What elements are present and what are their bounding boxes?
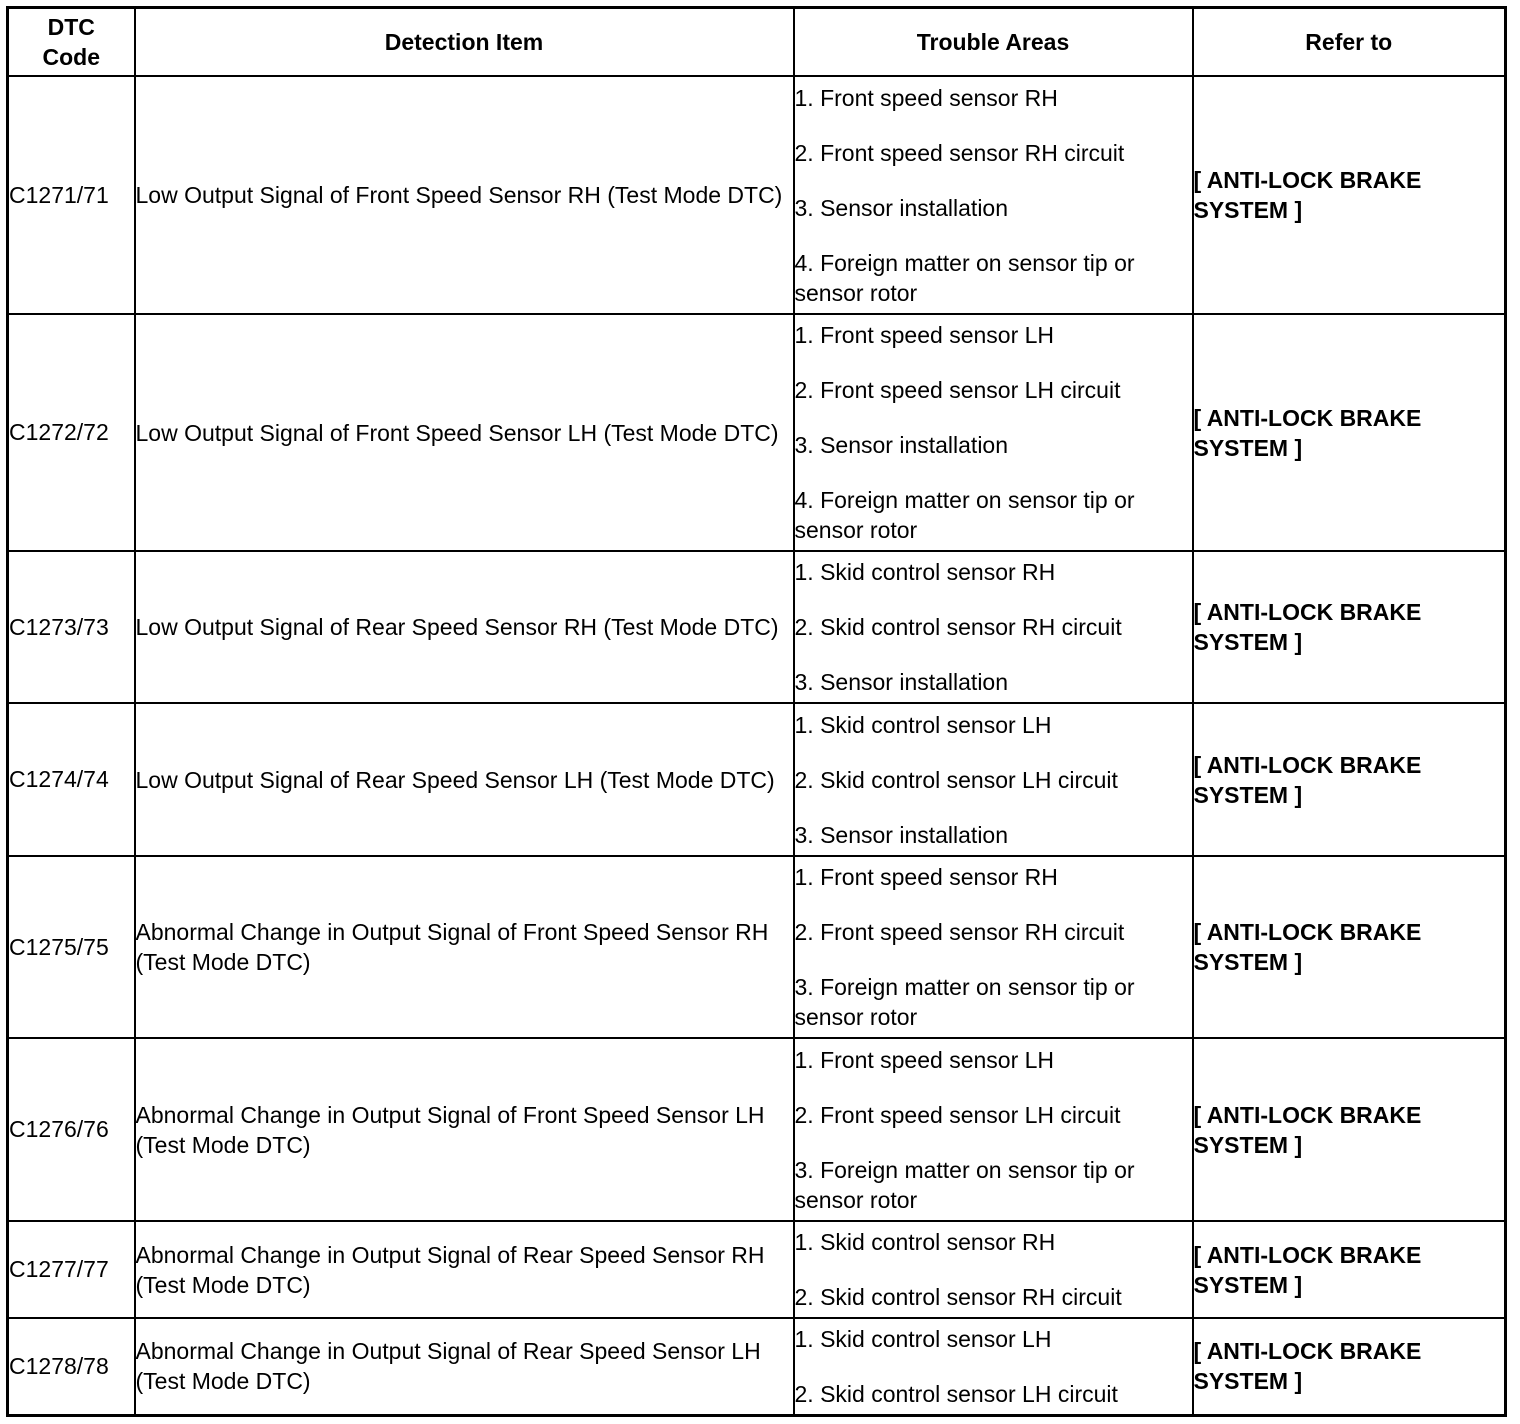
table-row [8,703,1506,856]
trouble-areas-cell [794,76,1193,314]
header-trouble-areas: Trouble Areas [794,8,1193,77]
refer-to-link[interactable]: [ ANTI-LOCK BRAKE SYSTEM ] [1193,1101,1422,1158]
table-row [8,1318,1506,1415]
trouble-area-item: 2. Front speed sensor RH circuit [794,919,1125,945]
trouble-area-item: 2. Skid control sensor LH circuit [794,1380,1118,1407]
refer-to-cell [1193,1221,1506,1318]
dtc-code-cell: C1275/75 [8,856,135,1038]
dtc-code-cell: C1274/74 [8,703,135,856]
detection-item-cell: Low Output Signal of Front Speed Sensor LH (Test Mode DTC) [135,314,794,551]
trouble-area-item: 3. Sensor installation [794,821,1009,848]
detection-item-cell: Abnormal Change in Output Signal of Front Speed Sensor LH (Test Mode DTC) [135,1038,794,1221]
trouble-areas-cell [794,856,1193,1038]
trouble-area-item: 2. Skid control sensor RH circuit [794,614,1122,640]
dtc-code-cell: C1272/72 [8,314,135,551]
refer-to-link[interactable]: [ ANTI-LOCK BRAKE SYSTEM ] [1193,599,1422,655]
trouble-area-item: 3. Sensor installation [794,669,1009,695]
refer-to-cell [1193,1318,1506,1415]
table-row [8,856,1506,1038]
refer-to-cell [1193,703,1506,856]
detection-item-cell: Abnormal Change in Output Signal of Front Speed Sensor RH (Test Mode DTC) [135,856,794,1038]
trouble-area-item: 4. Foreign matter on sensor tip or sensor rotor [794,249,1135,306]
trouble-area-item: 1. Skid control sensor LH [794,1325,1052,1352]
trouble-area-item: 2. Front speed sensor LH circuit [794,377,1121,403]
header-refer-to: Refer to [1193,8,1506,77]
trouble-areas-cell [794,314,1193,551]
trouble-area-item: 1. Skid control sensor RH [794,1229,1056,1255]
detection-item-cell: Abnormal Change in Output Signal of Rear Speed Sensor RH (Test Mode DTC) [135,1221,794,1318]
refer-to-cell [1193,856,1506,1038]
refer-to-link[interactable]: [ ANTI-LOCK BRAKE SYSTEM ] [1193,751,1422,808]
trouble-area-item: 3. Sensor installation [794,432,1009,458]
trouble-areas-cell [794,1318,1193,1415]
table-body [8,76,1506,1415]
refer-to-link[interactable]: [ ANTI-LOCK BRAKE SYSTEM ] [1193,1338,1422,1395]
refer-to-cell [1193,1038,1506,1221]
refer-to-link[interactable]: [ ANTI-LOCK BRAKE SYSTEM ] [1193,919,1422,975]
trouble-area-item: 2. Skid control sensor LH circuit [794,766,1118,793]
trouble-area-item: 3. Foreign matter on sensor tip or sensor rotor [794,1156,1135,1213]
trouble-area-item: 1. Front speed sensor LH [794,322,1055,348]
refer-to-link[interactable]: [ ANTI-LOCK BRAKE SYSTEM ] [1193,1241,1422,1298]
refer-to-link[interactable]: [ ANTI-LOCK BRAKE SYSTEM ] [1193,167,1422,223]
trouble-areas-cell [794,551,1193,703]
trouble-area-item: 2. Skid control sensor RH circuit [794,1284,1122,1310]
table-header [8,8,1506,77]
dtc-table [6,6,1507,1417]
refer-to-cell [1193,314,1506,551]
trouble-area-item: 2. Front speed sensor RH circuit [794,139,1125,166]
header-dtc-code-label: DTC Code [42,14,100,70]
header-detection-item: Detection Item [135,8,794,77]
header-row [8,8,1506,77]
detection-item-cell: Low Output Signal of Front Speed Sensor RH (Test Mode DTC) [135,76,794,314]
trouble-areas-cell [794,1038,1193,1221]
dtc-code-cell: C1277/77 [8,1221,135,1318]
table-row [8,551,1506,703]
refer-to-cell [1193,76,1506,314]
trouble-area-item: 1. Skid control sensor LH [794,711,1052,738]
trouble-area-item: 1. Front speed sensor RH [794,864,1058,890]
table-row [8,1221,1506,1318]
table-row [8,1038,1506,1221]
header-dtc-code [8,8,135,77]
dtc-code-cell: C1273/73 [8,551,135,703]
trouble-area-item: 1. Front speed sensor RH [794,84,1058,111]
trouble-area-item: 1. Skid control sensor RH [794,559,1056,585]
trouble-area-item: 3. Sensor installation [794,194,1009,221]
detection-item-cell: Low Output Signal of Rear Speed Sensor LH (Test Mode DTC) [135,703,794,856]
dtc-code-cell: C1278/78 [8,1318,135,1415]
trouble-areas-cell [794,703,1193,856]
table-row [8,76,1506,314]
detection-item-cell: Low Output Signal of Rear Speed Sensor RH (Test Mode DTC) [135,551,794,703]
trouble-area-item: 2. Front speed sensor LH circuit [794,1101,1121,1128]
table-row [8,314,1506,551]
trouble-area-item: 4. Foreign matter on sensor tip or sensor rotor [794,487,1135,543]
trouble-areas-cell [794,1221,1193,1318]
trouble-area-item: 3. Foreign matter on sensor tip or sensor rotor [794,974,1135,1030]
detection-item-cell: Abnormal Change in Output Signal of Rear Speed Sensor LH (Test Mode DTC) [135,1318,794,1415]
refer-to-cell [1193,551,1506,703]
dtc-code-cell: C1276/76 [8,1038,135,1221]
trouble-area-item: 1. Front speed sensor LH [794,1046,1055,1073]
refer-to-link[interactable]: [ ANTI-LOCK BRAKE SYSTEM ] [1193,404,1422,461]
dtc-code-cell: C1271/71 [8,76,135,314]
